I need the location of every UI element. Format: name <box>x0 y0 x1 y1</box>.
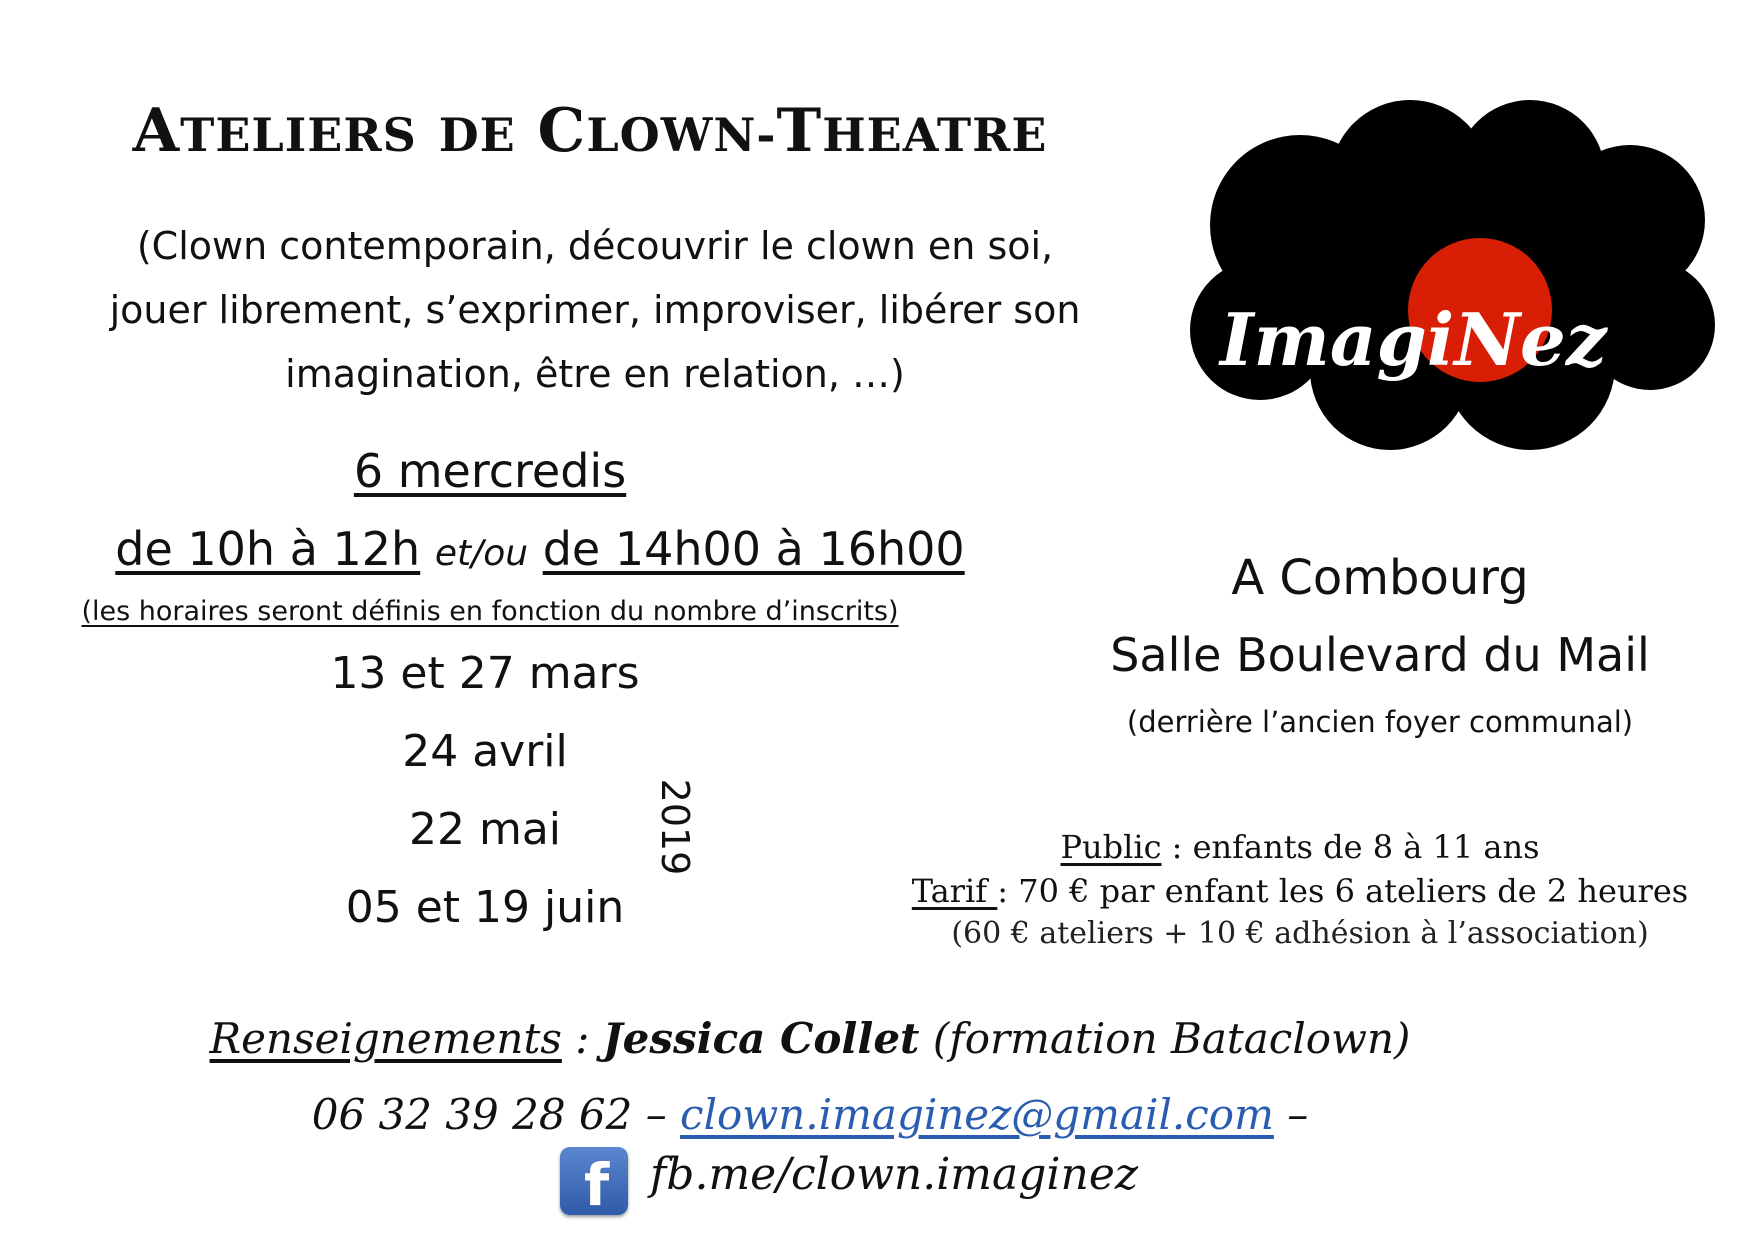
title-initial-c: C <box>537 96 587 166</box>
subtitle <box>100 214 1090 406</box>
page-title <box>60 96 1120 166</box>
title-initial-a: A <box>132 96 181 166</box>
contact-formation: (formation Bataclown) <box>919 1014 1411 1063</box>
schedule-note <box>40 596 940 627</box>
tarif-value: : 70 € par enfant les 6 ateliers de 2 heures <box>997 872 1689 910</box>
subtitle-line-2: jouer librement, s’exprimer, improviser, libérer son <box>109 288 1081 332</box>
contact-name: Jessica Collet <box>602 1014 920 1063</box>
contact-line <box>140 1014 1480 1063</box>
date-line: 05 et 19 juin <box>345 882 625 933</box>
afternoon-slot: de 14h00 à 16h00 <box>542 522 965 576</box>
morning-slot: de 10h à 12h <box>115 522 421 576</box>
session-count-text: 6 mercredis <box>353 444 627 498</box>
facebook-link[interactable] <box>560 1147 1180 1217</box>
facebook-url[interactable]: fb.me/clown.imaginez <box>650 1149 1139 1200</box>
contact-sep: : <box>561 1014 603 1063</box>
subtitle-line-3: imagination, être en relation, …) <box>285 352 905 396</box>
public-value: : enfants de 8 à 11 ans <box>1161 828 1540 866</box>
title-word-de: DE <box>438 108 516 162</box>
public-label: Public <box>1060 828 1162 866</box>
price-breakdown: (60 € ateliers + 10 € adhésion à l’association) <box>951 916 1649 951</box>
subtitle-line-1: (Clown contemporain, découvrir le clown en soi, <box>136 224 1054 268</box>
contact-label: Renseignements <box>209 1014 562 1063</box>
public-line <box>880 828 1720 866</box>
phone-email-line <box>140 1090 1480 1139</box>
facebook-icon <box>560 1147 628 1219</box>
imaginez-logo <box>1180 95 1720 455</box>
title-word-clown: LOWN- <box>586 108 777 162</box>
title-initial-t: T <box>776 96 823 166</box>
facebook-icon-letter: f <box>584 1151 610 1219</box>
location-venue: Salle Boulevard du Mail <box>1110 628 1650 682</box>
slot-connector: et/ou <box>434 533 529 574</box>
logo-text: ImagiNez <box>1220 297 1607 382</box>
title-word-theatre: HEATRE <box>822 108 1048 162</box>
email-link[interactable]: clown.imaginez@gmail.com <box>680 1090 1274 1139</box>
time-slots <box>60 522 1020 576</box>
location-city: A Combourg <box>1231 550 1529 606</box>
session-count <box>290 444 690 498</box>
tarif-line <box>880 872 1720 910</box>
tarif-label: Tarif <box>911 872 998 910</box>
title-word-ateliers: TELIERS <box>180 108 417 162</box>
year-label: 2019 <box>653 778 697 876</box>
date-line: 22 mai <box>408 804 562 855</box>
contact-trail: – <box>1273 1090 1309 1139</box>
schedule-note-text: (les horaires seront définis en fonction du nombre d’inscrits) <box>81 596 899 627</box>
date-line: 13 et 27 mars <box>330 648 640 699</box>
location-detail: (derrière l’ancien foyer communal) <box>1126 705 1634 739</box>
date-line: 24 avril <box>402 726 568 777</box>
phone-number: 06 32 39 28 62 – <box>311 1090 681 1139</box>
